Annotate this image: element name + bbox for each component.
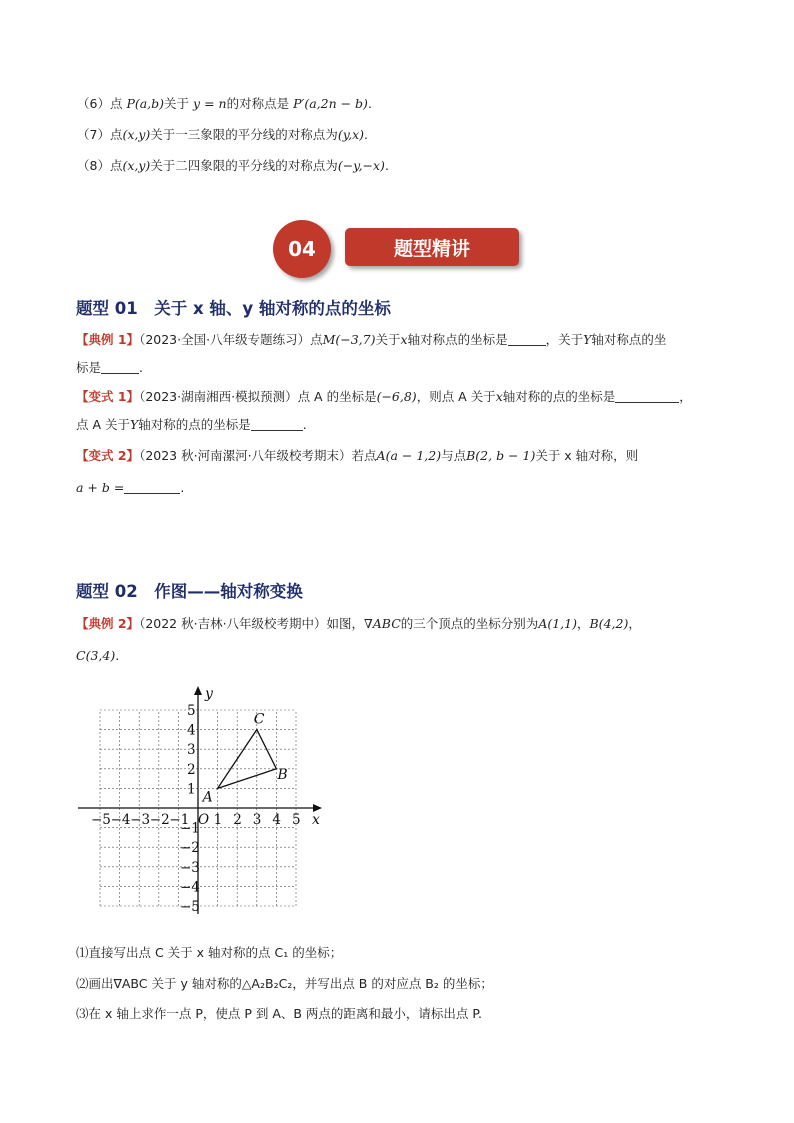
variant-1-end: . bbox=[302, 417, 307, 432]
y-axis-arrow bbox=[194, 686, 202, 695]
example-1-cont-text: 标是 bbox=[76, 360, 102, 375]
example-2-point-a: A(1,1) bbox=[538, 616, 577, 631]
answer-blank[interactable] bbox=[615, 390, 679, 403]
variant-1-axis2: Y bbox=[130, 417, 139, 432]
example-2-sep1: ， bbox=[576, 616, 590, 631]
property-8-point: (x,y) bbox=[122, 158, 151, 173]
x-tick-label: −3 bbox=[130, 812, 151, 828]
property-8-result: (−y,−x) bbox=[337, 158, 385, 173]
example-2-point-b: B(4,2) bbox=[589, 616, 629, 631]
example-1-cont bbox=[76, 359, 143, 377]
x-tick-label: −2 bbox=[149, 812, 170, 828]
y-tick-label: −1 bbox=[180, 820, 200, 837]
property-7-text: 关于一三象限的平分线的对称点为 bbox=[150, 127, 338, 142]
section-banner-number bbox=[273, 220, 331, 278]
variant-2 bbox=[76, 447, 638, 465]
y-tick-label: −3 bbox=[180, 859, 200, 876]
example-2-end: . bbox=[115, 648, 120, 663]
variant-2-text2: 关于 x 轴对称，则 bbox=[535, 448, 639, 463]
vertex-label-a: A bbox=[202, 789, 213, 806]
vertex-label-c: C bbox=[253, 711, 265, 728]
example-1-axis1: x bbox=[400, 332, 408, 347]
variant-1-cont bbox=[76, 416, 307, 434]
example-2-point-c: C(3,4) bbox=[76, 648, 116, 663]
property-6-text: 的对称点是 bbox=[226, 96, 290, 111]
variant-1-cont-text2: 轴对称的点的坐标是 bbox=[138, 417, 251, 432]
variant-1-tag: 【变式 1】 bbox=[76, 389, 140, 404]
variant-2-point-a: A(a − 1,2) bbox=[376, 448, 442, 463]
variant-2-expression: a + b = bbox=[76, 480, 125, 495]
property-7 bbox=[77, 126, 368, 144]
example-1-axis2: Y bbox=[583, 332, 592, 347]
variant-1-comma: ， bbox=[679, 389, 692, 404]
property-6-line: y = n bbox=[193, 96, 227, 111]
property-6 bbox=[77, 95, 372, 113]
variant-1-text1: ，则点 A 关于 bbox=[416, 389, 496, 404]
property-8 bbox=[77, 157, 389, 175]
variant-1-source: （2023·湖南湘西·模拟预测）点 A 的坐标是 bbox=[139, 389, 377, 404]
y-axis-label: y bbox=[205, 686, 213, 702]
property-8-number: （8）点 bbox=[77, 158, 123, 173]
property-7-point: (x,y) bbox=[122, 127, 151, 142]
y-tick-label: 3 bbox=[187, 742, 196, 759]
type-01-heading: 题型 01 关于 x 轴、y 轴对称的点的坐标 bbox=[76, 299, 391, 318]
variant-1-text2: 轴对称的点的坐标是 bbox=[502, 389, 616, 404]
y-tick-label: 1 bbox=[187, 781, 196, 798]
example-1-text4: 轴对称点的坐 bbox=[591, 332, 667, 347]
y-tick-label: −2 bbox=[180, 840, 200, 857]
banner-number-text: 04 bbox=[288, 237, 316, 261]
example-1-tag: 【典例 1】 bbox=[76, 332, 140, 347]
banner-title-text: 题型精讲 bbox=[393, 237, 470, 260]
x-axis-arrow bbox=[313, 804, 322, 812]
question-3: ⑶在 x 轴上求作一点 P，使点 P 到 A、B 两点的距离和最小，请标出点 P. bbox=[76, 1006, 482, 1021]
example-1-text2: 轴对称点的坐标是 bbox=[407, 332, 508, 347]
y-tick-label: 2 bbox=[187, 761, 196, 778]
variant-2-cont bbox=[76, 479, 184, 497]
property-7-end: . bbox=[364, 127, 368, 142]
variant-1-axis1: x bbox=[495, 389, 503, 404]
property-7-number: （7）点 bbox=[77, 127, 123, 142]
property-6-end: . bbox=[367, 96, 372, 111]
example-2-tag: 【典例 2】 bbox=[76, 616, 140, 631]
example-2 bbox=[76, 615, 641, 633]
property-6-result: P′(a,2n − b) bbox=[293, 96, 368, 111]
x-axis-label: x bbox=[312, 812, 320, 828]
x-tick-label: −4 bbox=[110, 812, 131, 828]
x-tick-label: −5 bbox=[91, 812, 111, 828]
property-6-point: P(a,b) bbox=[126, 96, 165, 111]
answer-blank[interactable] bbox=[101, 361, 139, 374]
example-1-end: . bbox=[139, 360, 143, 375]
variant-2-point-b: B(2, b − 1) bbox=[466, 448, 536, 463]
coordinate-grid-chart bbox=[66, 672, 336, 932]
property-7-result: (y,x) bbox=[337, 127, 364, 142]
answer-blank[interactable] bbox=[124, 481, 180, 494]
variant-1-cont-text1: 点 A 关于 bbox=[76, 417, 130, 432]
question-2: ⑵画出∇ABC 关于 y 轴对称的△A₂B₂C₂，并写出点 B 的对应点 B₂ 的坐标； bbox=[76, 976, 493, 991]
triangle-abc bbox=[218, 730, 277, 789]
y-tick-label: −5 bbox=[180, 899, 200, 915]
example-1-point: M(−3,7) bbox=[322, 332, 376, 347]
x-tick-label: 1 bbox=[213, 812, 223, 828]
variant-2-end: . bbox=[180, 480, 185, 495]
x-tick-label: 4 bbox=[272, 812, 281, 828]
answer-blank[interactable] bbox=[508, 333, 546, 346]
example-1-text1: 关于 bbox=[375, 332, 401, 347]
example-1 bbox=[76, 331, 666, 349]
example-1-source: （2023·全国·八年级专题练习）点 bbox=[139, 332, 323, 347]
property-6-relation: 关于 bbox=[164, 96, 190, 111]
example-2-source: （2022 秋·吉林·八年级校考期中）如图， bbox=[139, 616, 365, 631]
type-02-heading: 题型 02 作图——轴对称变换 bbox=[76, 582, 303, 601]
variant-1-point: (−6,8) bbox=[376, 389, 417, 404]
y-tick-label: 5 bbox=[187, 703, 196, 719]
x-tick-label: 2 bbox=[233, 812, 242, 828]
variant-1 bbox=[76, 388, 692, 406]
property-6-number: （6）点 bbox=[77, 96, 123, 111]
answer-blank[interactable] bbox=[251, 418, 303, 431]
x-tick-label: 5 bbox=[292, 812, 301, 828]
example-2-sep2: ， bbox=[628, 616, 641, 631]
example-2-text1: 的三个顶点的坐标分别为 bbox=[400, 616, 539, 631]
example-2-triangle: ∇ABC bbox=[364, 616, 401, 631]
variant-2-tag: 【变式 2】 bbox=[76, 448, 140, 463]
property-8-text: 关于二四象限的平分线的对称点为 bbox=[150, 158, 338, 173]
variant-2-text1: 与点 bbox=[441, 448, 467, 463]
vertex-label-b: B bbox=[277, 766, 288, 783]
y-tick-label: −4 bbox=[180, 879, 200, 896]
y-tick-label: 4 bbox=[187, 722, 196, 739]
question-1: ⑴直接写出点 C 关于 x 轴对称的点 C₁ 的坐标； bbox=[76, 945, 343, 960]
example-2-cont bbox=[76, 647, 119, 665]
origin-label: O bbox=[198, 812, 210, 828]
variant-2-source: （2023 秋·河南漯河·八年级校考期末）若点 bbox=[139, 448, 377, 463]
section-banner-title bbox=[345, 228, 519, 266]
x-tick-label: −1 bbox=[169, 812, 190, 828]
example-1-text3: ，关于 bbox=[545, 332, 584, 347]
property-8-end: . bbox=[384, 158, 389, 173]
x-tick-label: 3 bbox=[252, 812, 262, 828]
